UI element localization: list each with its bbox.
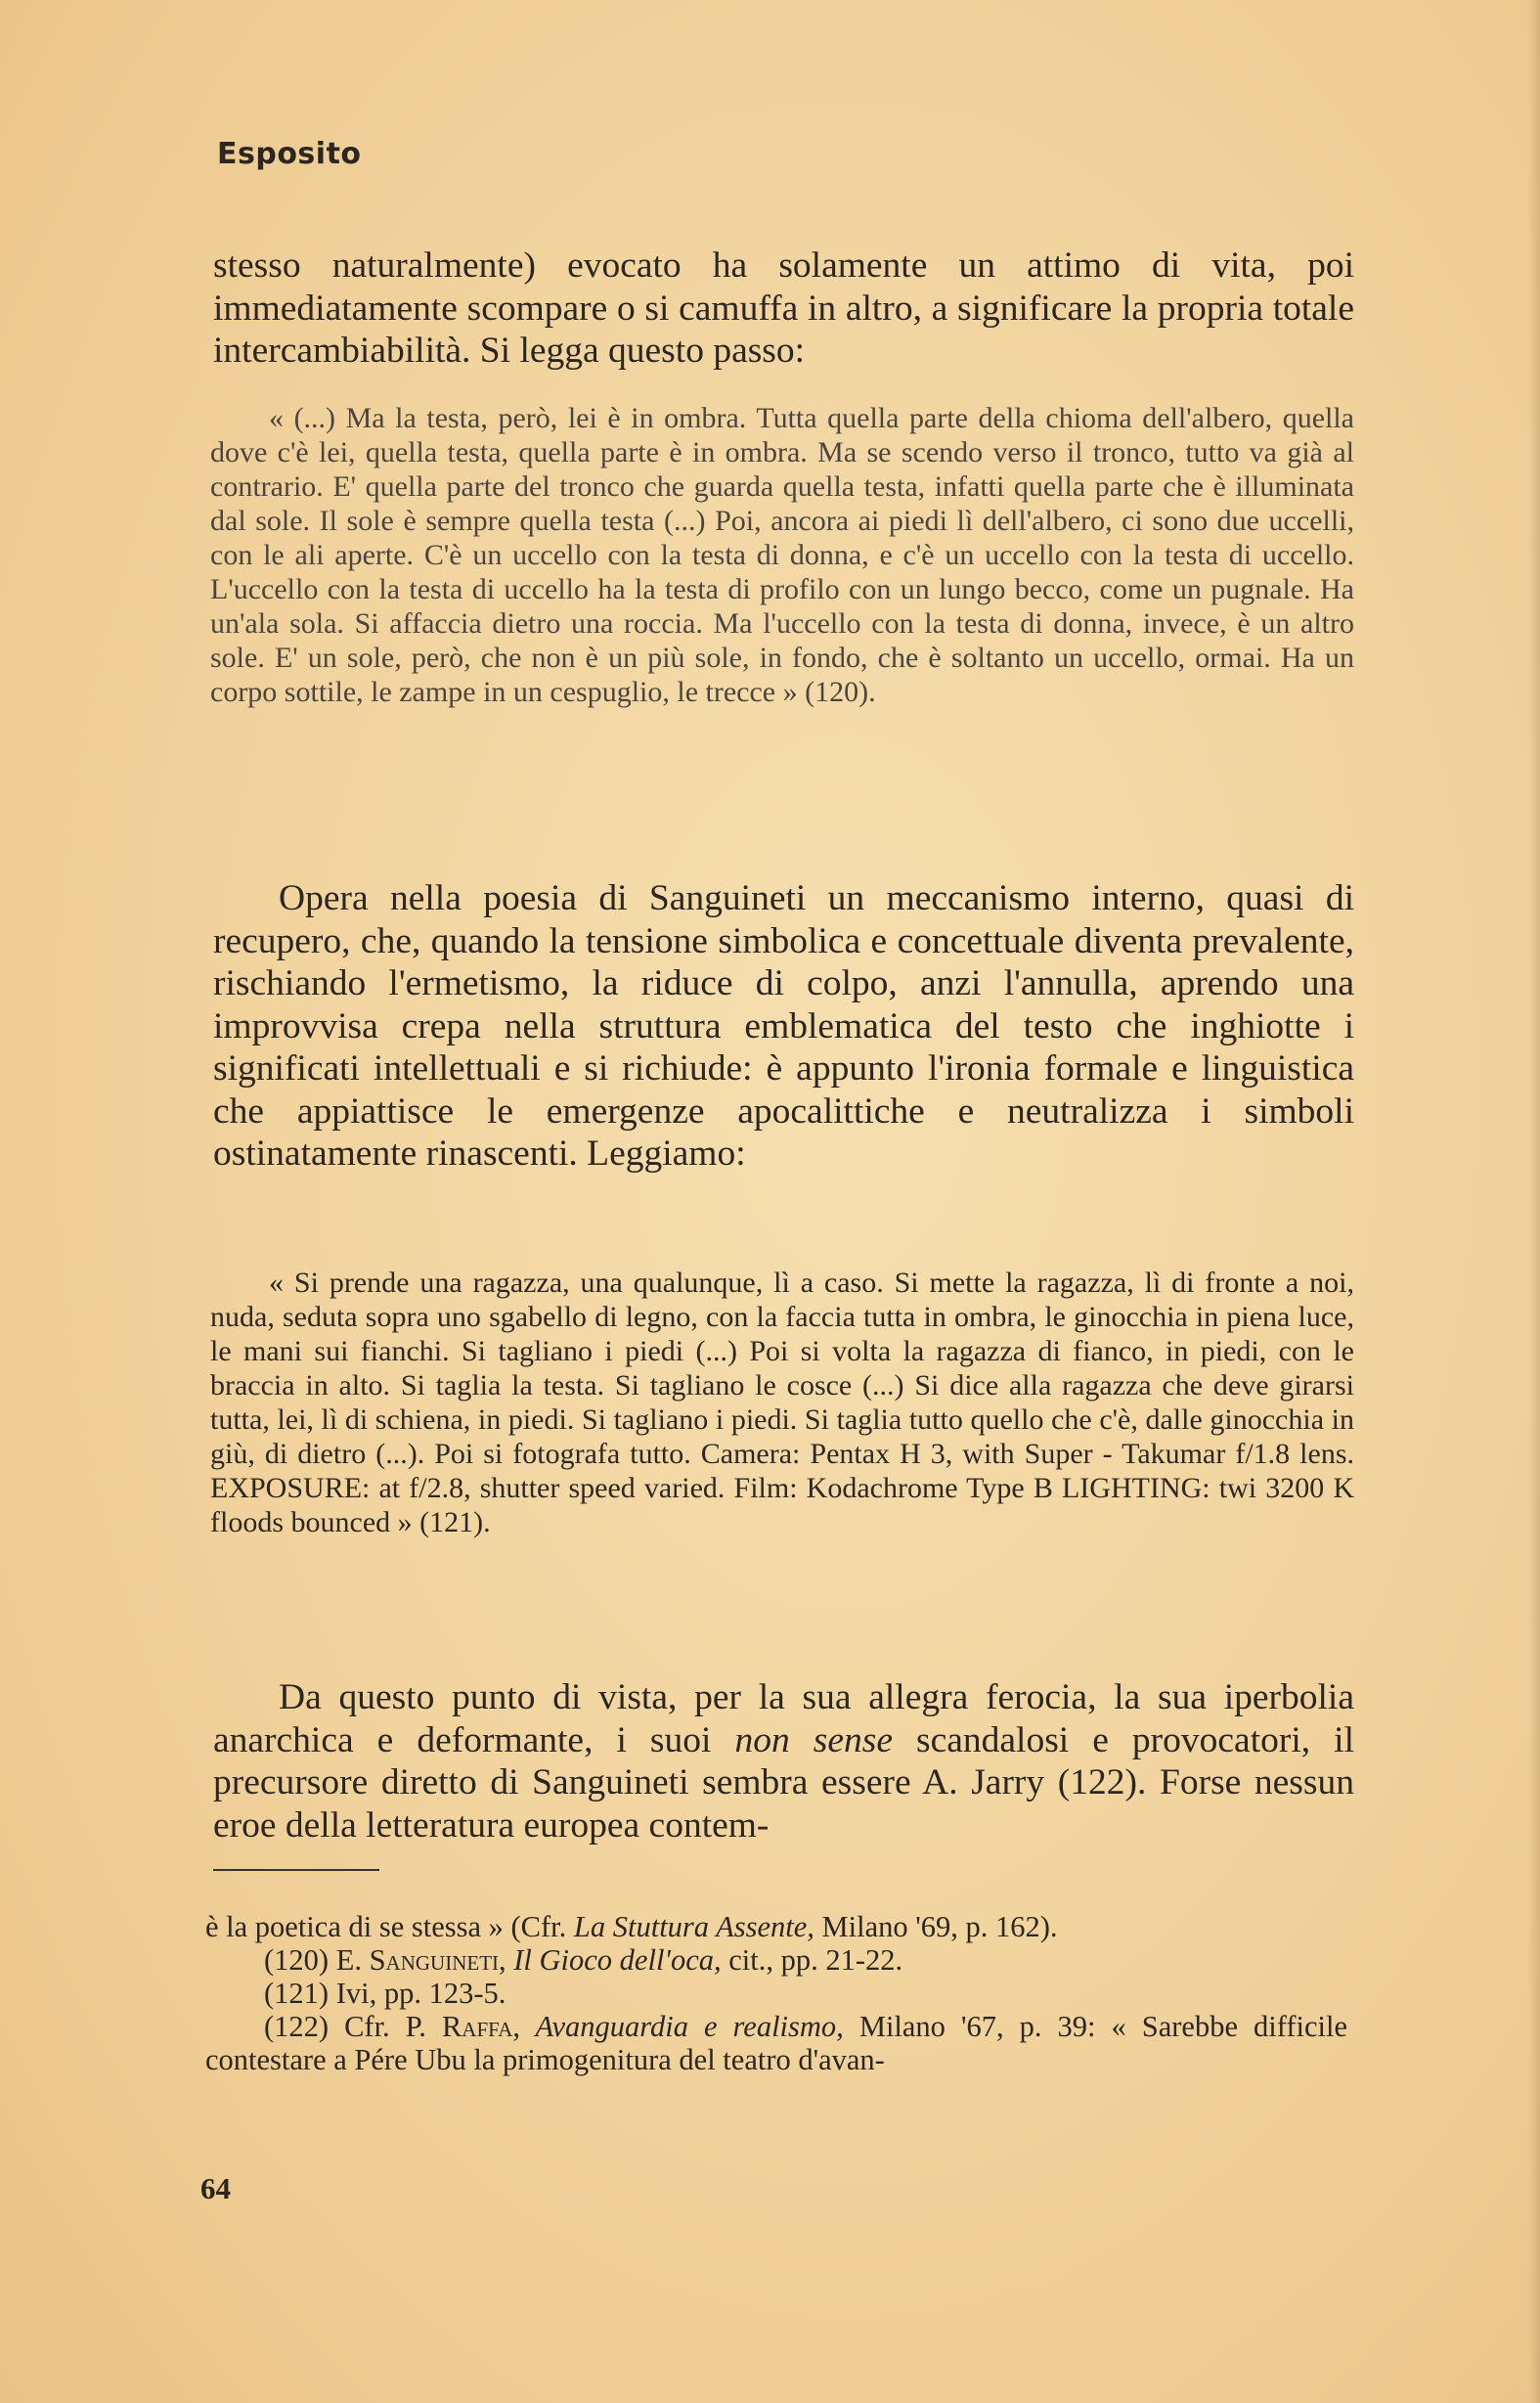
block-quote-2: « Si prende una ragazza, una qualunque, lì a caso. Si mette la ragazza, lì di fronte a noi, nuda, seduta sopra uno sgabello di legno, con la faccia tutta in ombra, le ginocchia in piena luce, le mani sui fianchi. Si tagliano i piedi (...) Poi si volta la ragazza di fianco, in piedi, con le braccia in alto. Si taglia la testa. Si tagliano le cosce (...) Si dice alla ragazza che deve girarsi tutta, lei, lì di schiena, in piedi. Si tagliano i piedi. Si taglia tutto quello che c'è, dalle ginocchia in giù, di dietro (...). Poi si fotografa tutto. Camera: Pentax H 3, with Super - Takumar f/1.8 lens. EXPOSURE: at f/2.8, shutter speed varied. Film: Kodachrome Type B LIGHTING: twi 3200 K floods bounced » (121). bbox=[210, 1267, 1354, 1538]
footnotes bbox=[205, 1910, 1347, 2076]
footnote-continuation-text: è la poetica di se stessa » (Cfr. bbox=[205, 1910, 574, 1943]
footnote-continuation-title: La Stuttura Assente, bbox=[573, 1910, 814, 1943]
paragraph-3 bbox=[213, 1676, 1354, 1847]
page-edge-shadow bbox=[1528, 0, 1540, 2403]
paragraph-3-italic: non sense bbox=[734, 1719, 893, 1760]
footnote-120-num: (120) E. bbox=[264, 1943, 370, 1977]
paragraph-3-text-b: scandalosi e provocatori, il precursore diretto di Sanguineti sembra essere A. Jarry (122). Forse nessun eroe della letteratura europea contem- bbox=[213, 1719, 1355, 1846]
footnote-divider bbox=[213, 1869, 379, 1871]
footnote-120-author: Sanguineti, bbox=[369, 1943, 506, 1977]
footnote-120-rest: cit., pp. 21-22. bbox=[721, 1943, 903, 1977]
footnote-122 bbox=[205, 2010, 1347, 2076]
footnote-122-num: (122) Cfr. P. bbox=[264, 2010, 442, 2043]
paragraph-2: Opera nella poesia di Sanguineti un meccanismo interno, quasi di recupero, che, quando la tensione simbolica e concettuale diventa prevalente, rischiando l'ermetismo, la riduce di colpo, anzi l'annulla, aprendo una improvvisa crepa nella struttura emblematica del testo che inghiotte i significati intellettuali e si richiude: è appunto l'ironia formale e linguistica che appiattisce le emergenze apocalittiche e neutralizza i simboli ostinatamente rinascenti. Leggiamo: bbox=[213, 878, 1354, 1174]
footnote-continuation-tail: Milano '69, p. 162). bbox=[814, 1910, 1058, 1943]
footnote-122-title: Avanguardia e realismo, bbox=[520, 2010, 844, 2043]
block-quote-1: « (...) Ma la testa, però, lei è in ombra. Tutta quella parte della chioma dell'albero, quella dove c'è lei, quella testa, quella parte è in ombra. Ma se scendo verso il tronco, tutto va già al contrario. E' quella parte del tronco che guarda quella testa, infatti quella parte che è illuminata dal sole. Il sole è sempre quella testa (...) Poi, ancora ai piedi lì dell'albero, ci sono due uccelli, con le ali aperte. C'è un uccello con la testa di donna, e c'è un uccello con la testa di uccello. L'uccello con la testa di uccello ha la testa di profilo con un lungo becco, come un pugnale. Ha un'ala sola. Si affaccia dietro una roccia. Ma l'uccello con la testa di donna, invece, è un altro sole. E' un sole, però, che non è un più sole, in fondo, che è soltanto un uccello, ormai. Ha un corpo sottile, le zampe in un cespuglio, le trecce » (120). bbox=[210, 402, 1354, 708]
footnote-continuation bbox=[205, 1910, 1347, 1943]
paragraph-3-text-a: Da questo punto di vista, per la sua allegra ferocia, la sua iperbolia anarchica e deformante, i suoi bbox=[213, 1677, 1354, 1760]
paragraph-1: stesso naturalmente) evocato ha solamente un attimo di vita, poi immediatamente scompare o si camuffa in altro, a significare la propria totale intercambiabilità. Si legga questo passo: bbox=[213, 245, 1354, 371]
running-head: Esposito bbox=[217, 137, 362, 171]
footnote-121: (121) Ivi, pp. 123-5. bbox=[264, 1977, 506, 2010]
page-number: 64 bbox=[200, 2171, 231, 2205]
footnote-122-author: Raffa, bbox=[441, 2010, 521, 2043]
footnote-120 bbox=[205, 1943, 1347, 1977]
footnote-120-title: Il Gioco dell'oca, bbox=[506, 1943, 722, 1977]
footnote-122-rest: Milano '67, p. 39: « Sarebbe difficile contestare a Pére Ubu la primogenitura del teatro d'avan- bbox=[205, 2010, 1347, 2076]
